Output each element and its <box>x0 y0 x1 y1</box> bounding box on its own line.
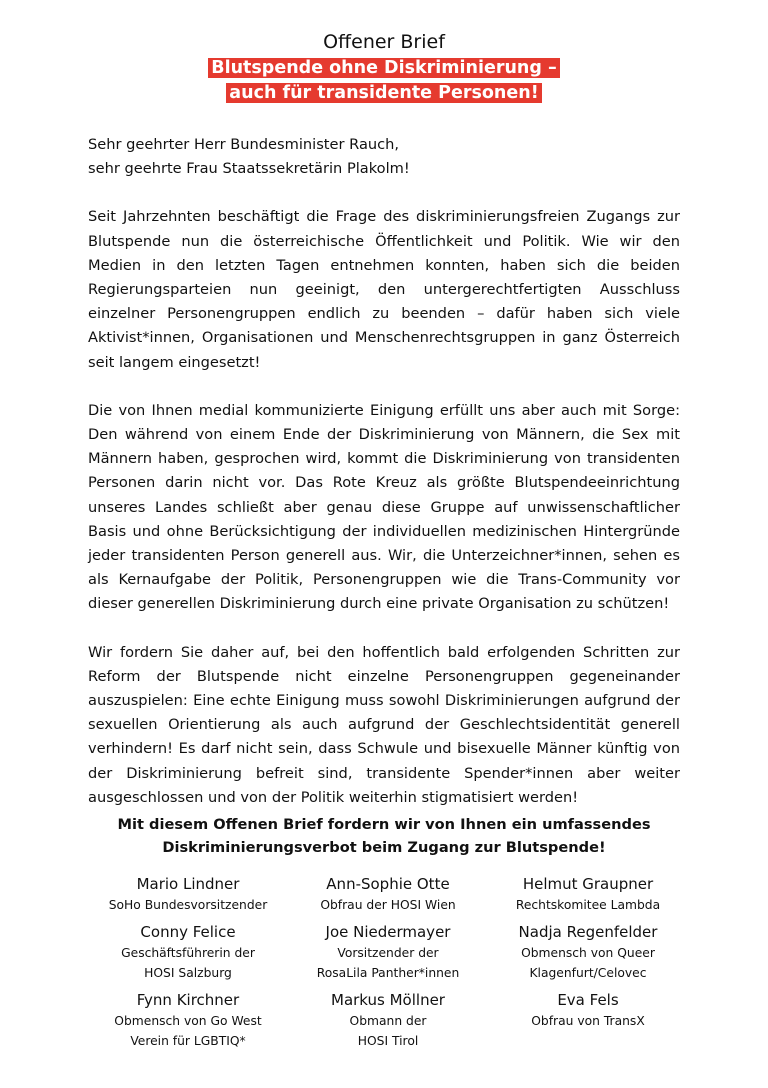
signatory <box>88 873 288 915</box>
demand-line-2: Diskriminierungsverbot beim Zugang zur Blutspende! <box>162 839 606 856</box>
signatory <box>288 989 488 1051</box>
headline-line-1: Blutspende ohne Diskriminierung – <box>208 58 560 78</box>
signatory-name: Nadja Regenfelder <box>518 923 658 941</box>
signatory-role: HOSI Tirol <box>357 1034 419 1048</box>
signatory-role: Obfrau von TransX <box>531 1014 645 1028</box>
signatory <box>488 921 688 983</box>
paragraph-1: Seit Jahrzehnten beschäftigt die Frage des diskriminierungsfreien Zugangs zur Blutspende nun die österreichische Öffentlichkeit und Politik. Wie wir den Medien in den letzten Tagen entnehmen konnten, haben sich die beiden Regierungsparteien nun geeinigt, den untergerechtfertigten Ausschluss einzelner Personengruppen endlich zu beenden – dafür haben sich viele Aktivist*innen, Organisationen und Menschenrechtsgruppen in ganz Österreich seit langem eingesetzt! <box>88 208 680 371</box>
signatory-name: Helmut Graupner <box>522 875 654 893</box>
signatory-role: Obmann der <box>349 1014 427 1028</box>
signatory-name: Joe Niedermayer <box>325 923 451 941</box>
signatory <box>288 873 488 915</box>
signatory-role: Obmensch von Queer <box>521 946 655 960</box>
signatory-name: Conny Felice <box>140 923 236 941</box>
signatory <box>488 873 688 915</box>
signatory-role: Verein für LGBTIQ* <box>130 1034 246 1048</box>
signatory-role: Vorsitzender der <box>337 946 439 960</box>
signatory-role: SoHo Bundesvorsitzender <box>108 898 268 912</box>
signatory-name: Ann-Sophie Otte <box>326 875 450 893</box>
signatory-name: Eva Fels <box>557 991 619 1009</box>
signatory-role: Obmensch von Go West <box>114 1014 262 1028</box>
demand-line-1: Mit diesem Offenen Brief fordern wir von Ihnen ein umfassendes <box>117 816 651 833</box>
paragraph-3: Wir fordern Sie daher auf, bei den hoffentlich bald erfolgenden Schritten zur Reform der Blutspende nicht einzelne Personengruppen gegeneinander auszuspielen: Eine echte Einigung muss sowohl Diskriminierungen aufgrund der sexuellen Orientierung als auch aufgrund der Geschlechtsidentität generell verhindern! Es darf nicht sein, dass Schwule und bisexuelle Männer künftig von der Diskriminierung befreit sind, transidente Spender*innen aber weiter ausgeschlossen und von der Politik weiterhin stigmatisiert werden! <box>88 643 680 806</box>
signatory-role: Rechtskomitee Lambda <box>515 898 661 912</box>
document-title: Offener Brief <box>323 31 445 53</box>
signatory-role: RosaLila Panther*innen <box>316 966 460 980</box>
demand-statement <box>88 813 680 859</box>
salutation-line-2: sehr geehrte Frau Staatssekretärin Plakolm! <box>88 160 410 178</box>
signatory-role: Geschäftsführerin der <box>121 946 255 960</box>
signatory-name: Markus Möllner <box>331 991 445 1009</box>
signatory <box>488 989 688 1051</box>
salutation <box>88 133 680 181</box>
signatory-name: Fynn Kirchner <box>136 991 240 1009</box>
signatory <box>288 921 488 983</box>
signatory-name: Mario Lindner <box>136 875 240 893</box>
signatory <box>88 921 288 983</box>
letter-body <box>88 133 680 834</box>
signatory-role: Klagenfurt/Celovec <box>529 966 647 980</box>
signatory-role: HOSI Salzburg <box>144 966 232 980</box>
salutation-line-1: Sehr geehrter Herr Bundesminister Rauch, <box>88 136 400 153</box>
signatory-role: Obfrau der HOSI Wien <box>320 898 456 912</box>
headline-line-2: auch für transidente Personen! <box>226 83 541 103</box>
paragraph-2: Die von Ihnen medial kommunizierte Einigung erfüllt uns aber auch mit Sorge: Den während von einem Ende der Diskriminierung von Männern, die Sex mit Männern haben, gesprochen wird, kommt die Diskriminierung von transidenten Personen darin nicht vor. Das Rote Kreuz als größte Blutspendeeinrichtung unseres Landes schließt aber genau diese Gruppe auf unwissenschaftlicher Basis und ohne Berücksichtigung der individuellen medizinischen Hintergründe jeder transidenten Person generell aus. Wir, die Unterzeichner*innen, sehen es als Kernaufgabe der Politik, Personengruppen wie die Trans-Community vor dieser generellen Diskriminierung durch eine private Organisation zu schützen! <box>88 401 680 613</box>
signatories <box>88 873 688 1051</box>
letter-header <box>0 30 768 106</box>
headline <box>0 56 768 106</box>
signatory <box>88 989 288 1051</box>
